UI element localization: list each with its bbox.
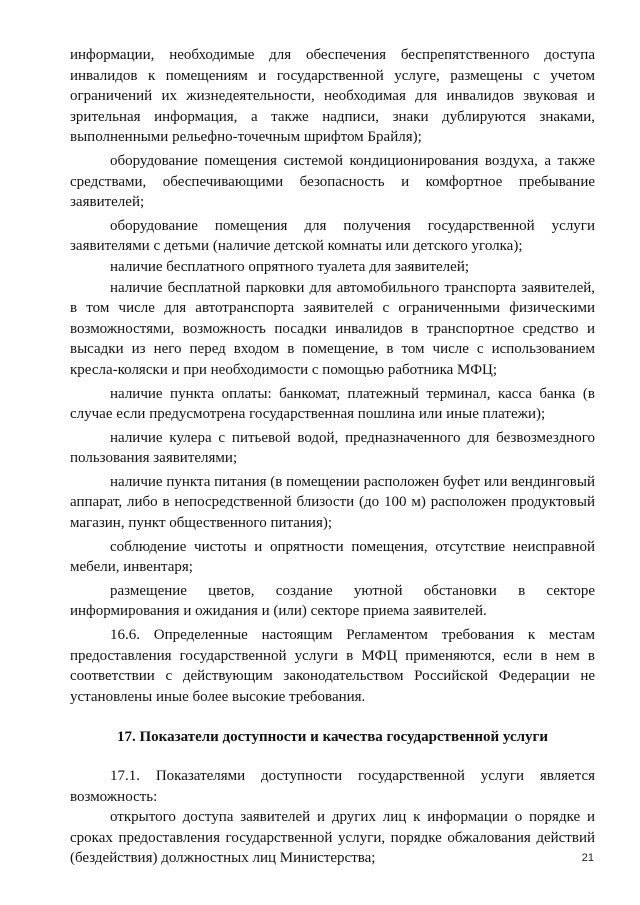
paragraph: 17.1. Показателями доступности государственной услуги является возможность: (70, 768, 595, 805)
paragraph: размещение цветов, создание уютной обстановки в секторе информирования и ожидания и (или) секторе приема заявителей. (70, 582, 595, 620)
section-heading: 17. Показатели доступности и качества государственной услуги (117, 729, 548, 746)
paragraph: наличие кулера с питьевой водой, предназначенного для безвозмездного пользования заявителями; (70, 429, 595, 467)
paragraph: оборудование помещения для получения государственной услуги заявителями с детьми (наличие детской комнаты или детского уголка); (70, 217, 595, 255)
paragraph: наличие пункта питания (в помещении расположен буфет или вендинговый аппарат, либо в непосредственной близости (до 100 м) расположен продуктовый магазин, пункт общественного питания); (70, 473, 595, 532)
paragraph: информации, необходимые для обеспечения беспрепятственного доступа инвалидов к помещениям и государственной услуге, размещены с учетом ограничений их жизнедеятельности, необходимая для инвалидов звуковая и зрительная информация, а также надписи, знаки дублируются знаками, выполненными рельефно-точечным шрифтом Брайля); (70, 47, 595, 146)
paragraph: наличие бесплатной парковки для автомобильного транспорта заявителей, в том числе для автотранспорта заявителей с ограниченными физическими возможностями, возможность посадки инвалидов в транспортное средство и высадки из него перед входом в помещение, в том числе с использованием кресла-коляски и при необходимости с помощью работника МФЦ; (70, 279, 595, 378)
paragraph: открытого доступа заявителей и других лиц к информации о порядке и сроках предоставления государственной услуги, порядке обжалования действий (бездействия) должностных лиц Министерства; (70, 809, 595, 867)
paragraph: наличие бесплатного опрятного туалета для заявителей; (110, 258, 470, 275)
paragraph: соблюдение чистоты и опрятности помещения, отсутствие неисправной мебели, инвентаря; (70, 538, 595, 576)
page-number: 21 (581, 852, 594, 864)
paragraph: 16.6. Определенные настоящим Регламентом требования к местам предоставления государственной услуги в МФЦ применяются, если в нем в соответствии с действующим законодательством Российской Федерации не установлены иные более высокие требования. (70, 627, 595, 705)
paragraph: наличие пункта оплаты: банкомат, платежный терминал, касса банка (в случае если предусмотрена государственная пошлина или иные платежи); (70, 385, 595, 423)
document-page (70, 45, 595, 869)
paragraph: оборудование помещения системой кондиционирования воздуха, а также средствами, обеспечивающими безопасность и комфортное пребывание заявителей; (70, 152, 595, 211)
